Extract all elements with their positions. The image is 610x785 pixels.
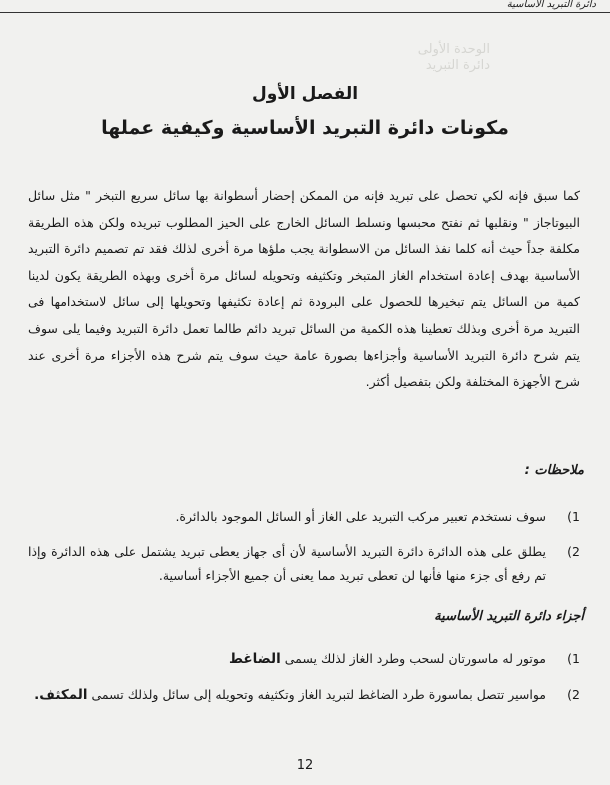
list-item-number: 2) xyxy=(567,544,580,559)
show-through-text: الوحدة الأولى xyxy=(417,42,490,57)
list-item xyxy=(28,540,580,588)
list-item-text: سوف نستخدم تعبير مركب التبريد على الغاز أو السائل الموجود بالدائرة. xyxy=(175,509,546,524)
list-item xyxy=(28,647,580,671)
notes-heading: ملاحظات : xyxy=(524,463,584,478)
part-description: موتور له ماسورتان لسحب وطرد الغاز لذلك يسمى xyxy=(284,651,546,666)
part-term: الضاغط xyxy=(228,651,281,667)
chapter-title: الفصل الأول xyxy=(251,84,359,104)
list-item-text xyxy=(28,683,546,707)
list-item-text xyxy=(28,647,546,671)
list-item xyxy=(28,683,580,707)
part-term: المكثف. xyxy=(34,687,88,703)
part-description: مواسير تتصل بماسورة طرد الضاغط لتبريد الغاز وتكثيفه وتحويله إلى سائل ولذلك تسمى xyxy=(91,687,546,702)
running-header: دائرة التبريد الأساسية xyxy=(0,0,610,13)
page-number: 12 xyxy=(296,758,314,773)
list-item-number: 2) xyxy=(567,687,580,702)
list-item-text: يطلق على هذه الدائرة دائرة التبريد الأساسية لأن أى جهاز يعطى تبريد يشتمل على هذه الدائرة وإذا تم رفع أى جزء منها فأنها لن تعطى تبريد مما يعنى أن جميع الأجزاء أساسية. xyxy=(28,544,546,583)
list-item xyxy=(28,505,580,529)
show-through-text: دائرة التبريد xyxy=(425,58,490,73)
list-item-number: 1) xyxy=(567,651,580,666)
intro-paragraph: كما سبق فإنه لكي تحصل على تبريد فإنه من الممكن إحضار أسطوانة بها سائل سريع التبخر " مثل سائل البيوتاجاز " ونقلبها ثم نفتح محبسها ونسلط السائل الخارج على الحيز المطلوب تبريده ولكن هذه الطريقة مكلفة جداً حيث أنه كلما نفذ السائل من الاسطوانة يجب ملؤها مرة أخرى لذلك فقد تم تصميم دائرة التبريد الأساسية بهدف إعادة استخدام الغاز المتبخر وتكثيفه وتحويله لسائل مرة أخرى وبهذه الطريقة يكون لدينا كمية من السائل يتم تبخيرها للحصول على البرودة ثم إعادة تكثيفها وتحويلها إلى سائل لاستخدامها فى التبريد مرة أخرى وبذلك تعطينا هذه الكمية من السائل تبريد دائم طالما تعمل دائرة التبريد وفيما يلى سوف يتم شرح دائرة التبريد الأساسية وأجزاءها بصورة عامة حيث سوف يتم شرح هذه الأجزاء مرة أخرى عند شرح الأجهزة المختلفة ولكن بتفصيل أكثر. xyxy=(28,188,580,390)
chapter-subtitle: مكونات دائرة التبريد الأساسية وكيفية عملها xyxy=(101,117,509,139)
parts-heading: أجزاء دائرة التبريد الأساسية xyxy=(434,609,584,624)
list-item-number: 1) xyxy=(567,509,580,524)
